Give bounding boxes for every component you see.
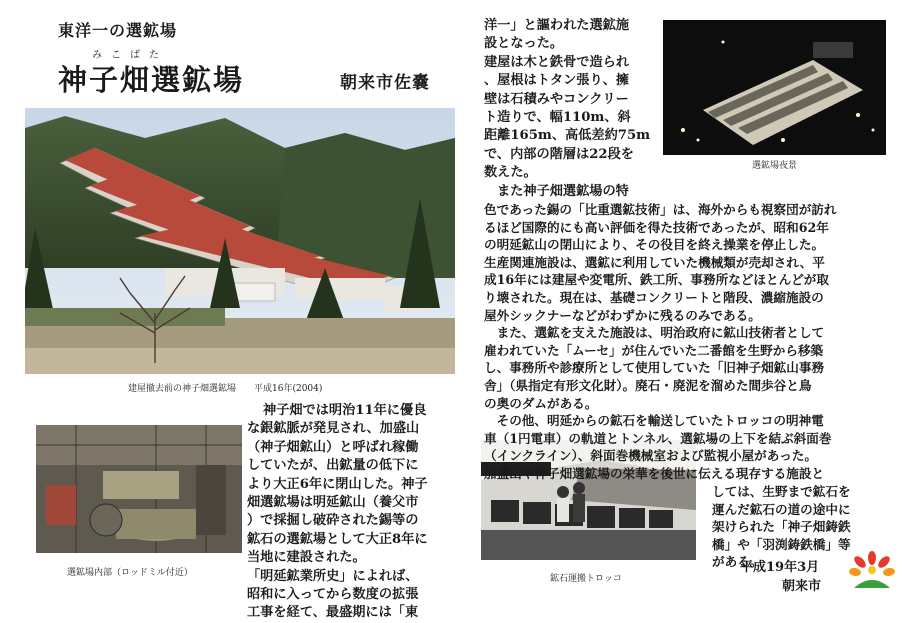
text-line: 壁は石積みやコンクリー (484, 91, 629, 107)
issue-date: 平成19年3月 (740, 560, 820, 575)
text-line: 、屋根はトタン張り、擁 (484, 73, 630, 89)
text-line: 畑選鉱場は明延鉱山（養父市 (247, 495, 419, 511)
night-photo-caption: 選鉱場夜景 (752, 161, 798, 171)
text-line: で、内部の階層は22段を (484, 146, 634, 162)
text-line: 鉱石の選鉱場として大正8年に (247, 531, 428, 547)
night-photo (663, 20, 886, 155)
text-line: （神子畑鉱山）と呼ばれ稼働 (247, 439, 419, 455)
mill-building-image (25, 108, 455, 374)
city-logo (846, 550, 898, 592)
text-line: その他、明延からの鉱石を輸送していたトロッコの明神電 (484, 413, 824, 429)
text-line: の明延鉱山の閉山により、その役目を終え操業を停止した。 (484, 237, 825, 253)
text-line: 色であった錫の「比重選鉱技術」は、海外からも視察団が訪れ (484, 202, 837, 217)
text-line: 舎」（県指定有形文化財）。廃石・廃泥を溜めた間歩谷と鳥 (484, 377, 812, 393)
text-line: 運んだ鉱石の道の途中に (712, 501, 851, 517)
text-block-left (247, 402, 457, 623)
text-line: るほど国際的にも高い評価を得た技術であったが、昭和62年 (484, 219, 829, 235)
text-line: 洋一」と謳われた選鉱施 (484, 18, 630, 33)
text-line: ）で採掘し破砕された錫等の (247, 513, 419, 529)
text-line: 橋」や「羽渕鋳鉄橋」等 (712, 536, 851, 552)
text-line: 昭和に入ってから数度の拡張 (247, 587, 419, 603)
main-photo (25, 108, 455, 374)
text-block-right-top (484, 17, 664, 201)
text-line: し、事務所や診療所として使用していた「旧神子畑鉱山事務 (484, 360, 825, 376)
text-line: （インクライン）、斜面巻機械室および監視小屋があった。 (484, 448, 817, 464)
text-line: しては、生野まで鉱石を (712, 484, 851, 499)
text-line: 距離165m、高低差約75m (484, 128, 651, 144)
main-photo-caption: 建屋撤去前の神子畑選鉱場 平成16年(2004) (128, 384, 323, 394)
text-line: また神子畑選鉱場の特 (497, 183, 629, 199)
interior-photo (36, 425, 242, 553)
text-line: また、選鉱を支えた施設は、明治政府に鉱山技術者として (484, 325, 825, 341)
text-line: 架けられた「神子畑鋳鉄 (712, 519, 851, 535)
text-line: 工事を経て、最盛期には「東 (247, 605, 419, 621)
text-line: より大正6年に閉山した。神子 (247, 476, 428, 492)
text-line: 「明延鉱業所史」によれば、 (247, 568, 419, 584)
issuer-city: 朝来市 (782, 579, 822, 594)
title-ruby: みこばた (92, 50, 168, 61)
text-line: 成16年には建屋や変電所、鉄工所、事務所などほとんどが取 (484, 272, 829, 288)
text-line: 雇われていた「ムーセ」が住んでいた二番館を生野から移築 (484, 342, 824, 358)
text-line: 当地に建設された。 (247, 550, 366, 566)
location-label: 朝来市佐嚢 (340, 73, 430, 93)
text-line: 車（1円電車）の軌道とトンネル、選鉱場の上下を結ぶ斜面巻 (484, 430, 832, 446)
text-line: 神子畑では明治11年に優良 (263, 403, 427, 418)
text-line: な銀鉱脈が発見され、加盛山 (247, 421, 420, 437)
text-line: 設となった。 (484, 36, 564, 52)
text-line: 数えた。 (484, 165, 537, 181)
subtitle: 東洋一の選鉱場 (58, 21, 178, 40)
text-line: 屋外シックナーなどがわずかに残るのみである。 (484, 307, 761, 323)
text-line: 生産関連施設は、選鉱に利用していた機械類が売却され、平 (484, 254, 825, 270)
text-line: していたが、出鉱量の低下に (247, 458, 419, 474)
text-line: がある。 (712, 554, 763, 570)
trolley-photo-caption: 鉱石運搬トロッコ (550, 574, 622, 584)
text-line: り壊された。現在は、基礎コンクリートと階段、濃縮施設の (484, 289, 824, 305)
text-line: ト造りで、幅110m、斜 (484, 110, 631, 126)
page-title: 神子畑選鉱場 (58, 63, 245, 97)
interior-photo-caption: 選鉱場内部（ロッドミル付近） (67, 568, 193, 578)
text-line: 加盛山や神子畑選鉱場の栄華を後世に伝える現存する施設と (484, 465, 825, 481)
city-emblem-icon (846, 550, 898, 592)
text-line: の奥のダムがある。 (484, 395, 598, 411)
rod-mill-image (36, 425, 242, 553)
night-view-image (663, 20, 886, 155)
text-block-right-full (484, 201, 894, 483)
text-line: 建屋は木と鉄骨で造られ (484, 54, 630, 70)
